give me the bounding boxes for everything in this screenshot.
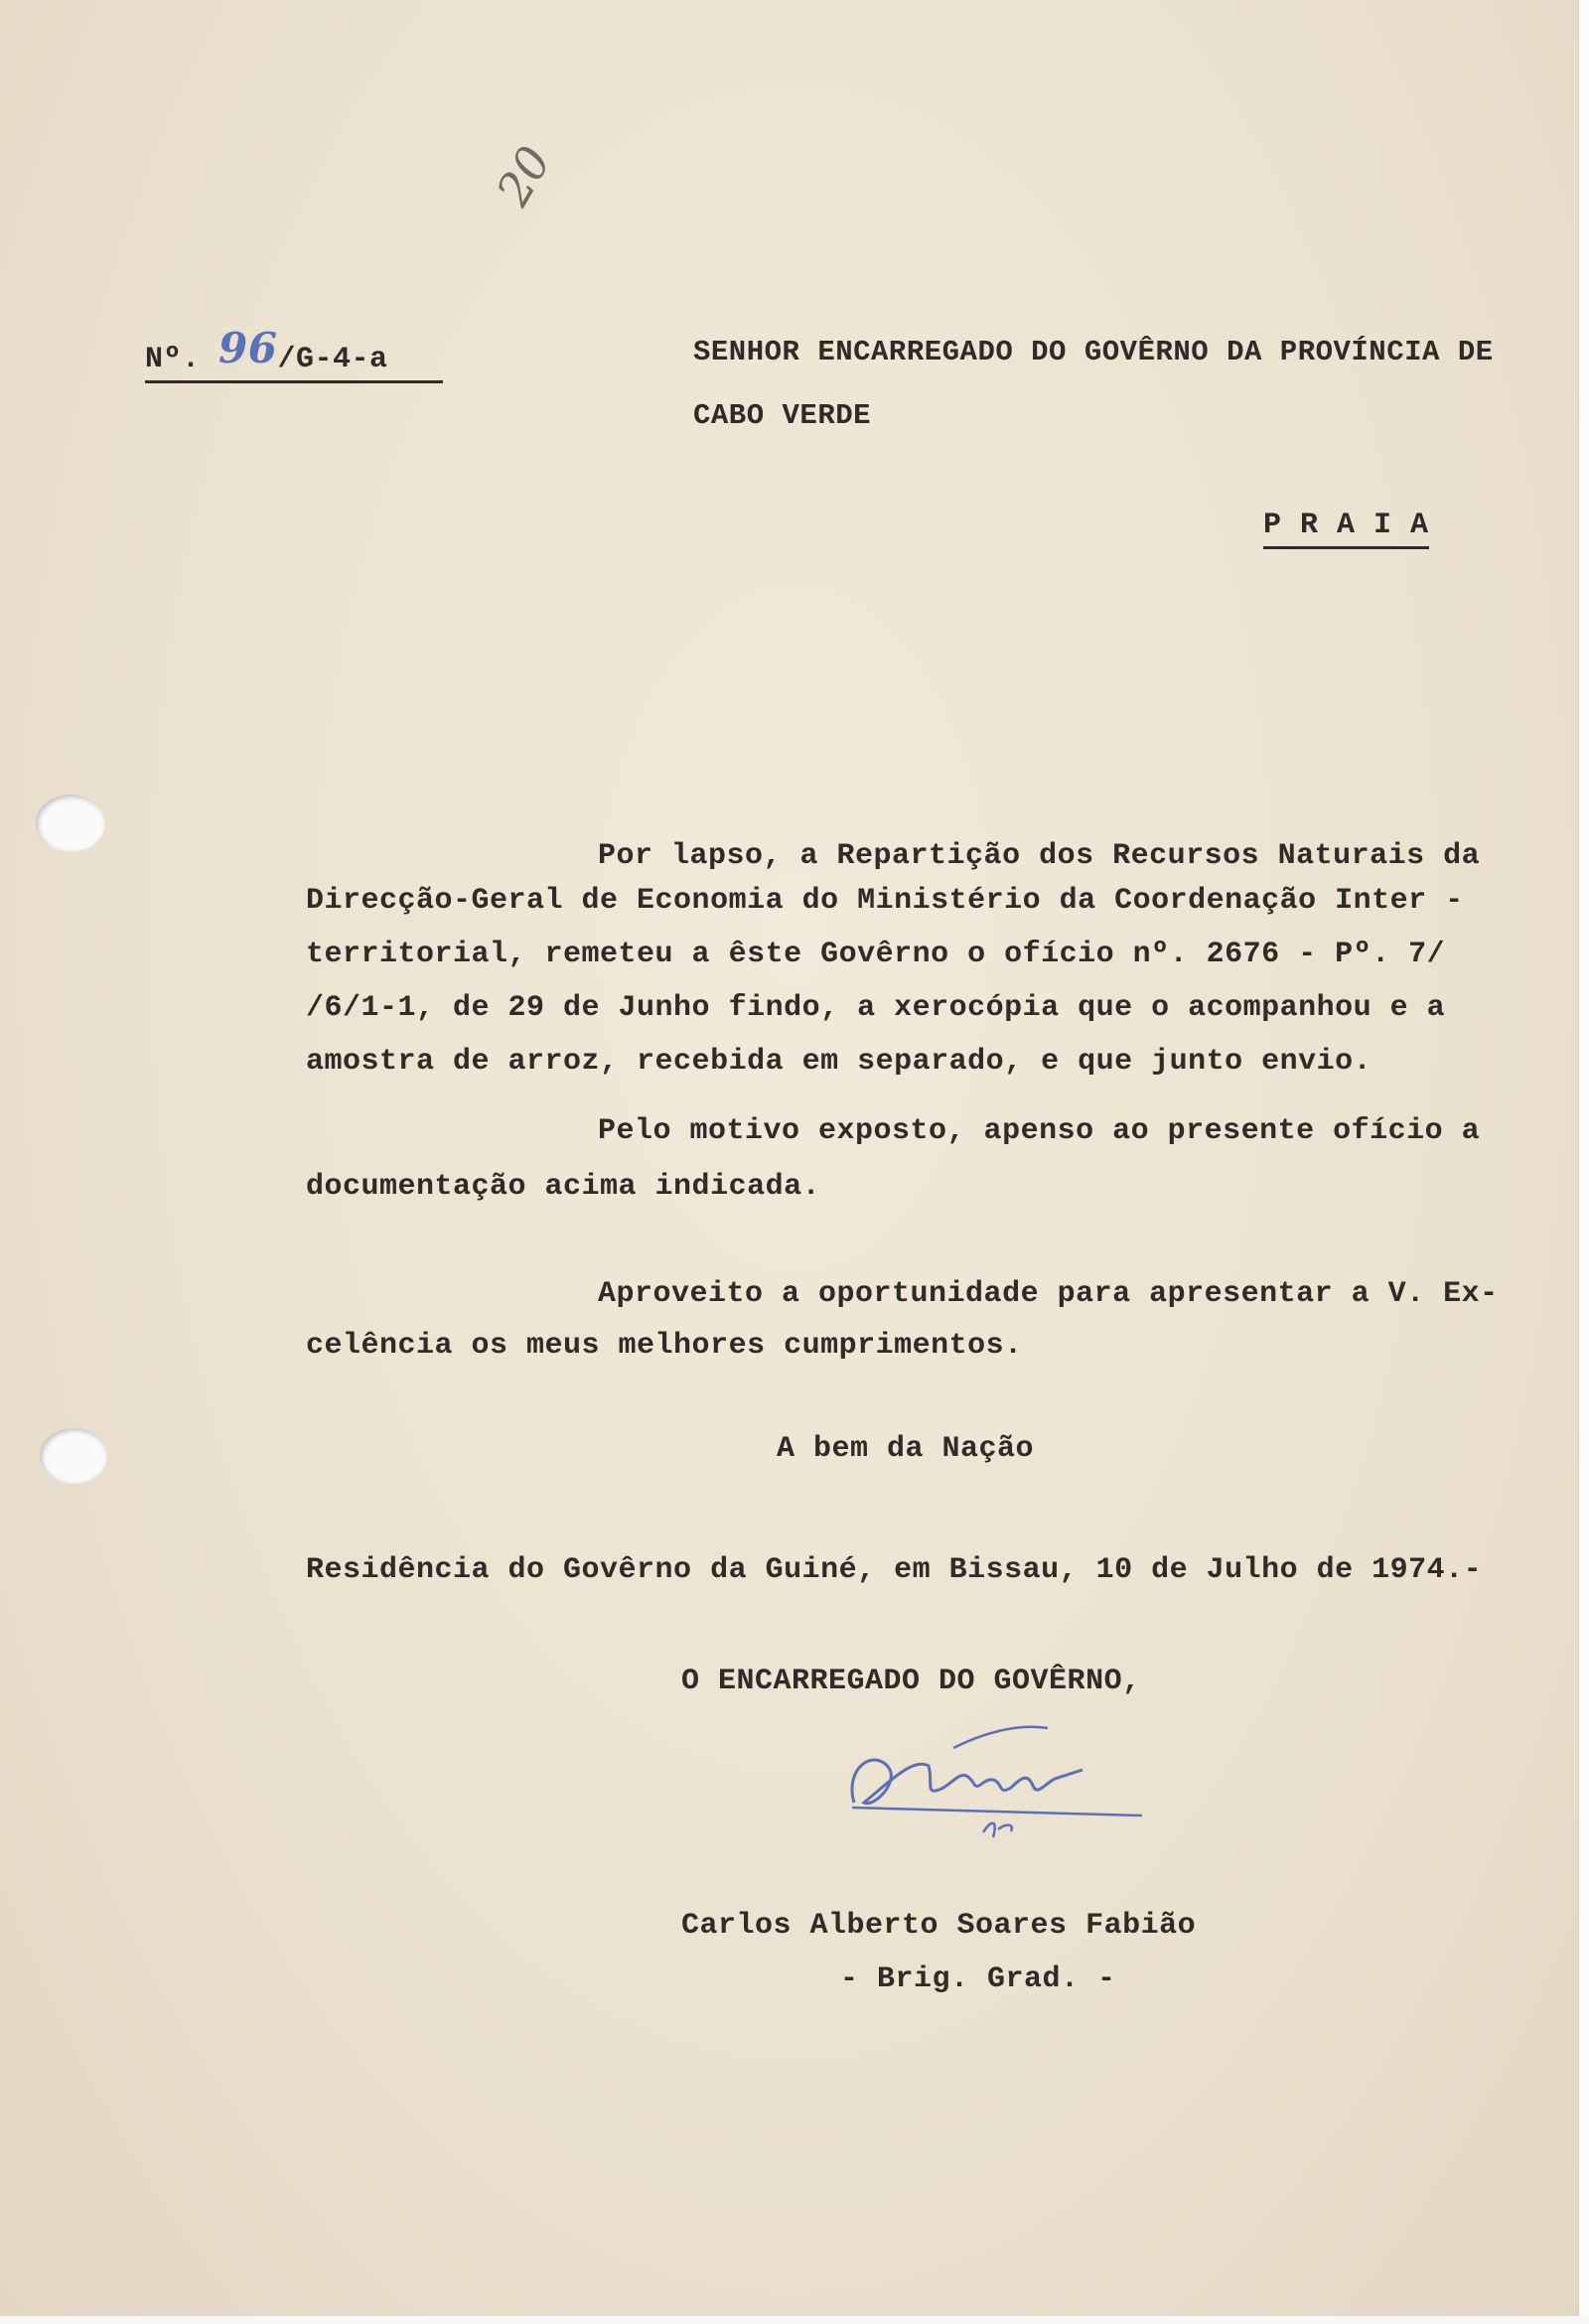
body-p1-line-5: amostra de arroz, recebida em separado, e que junto envio. bbox=[306, 1045, 1372, 1079]
punch-hole-bottom bbox=[40, 1428, 107, 1484]
punch-hole-top bbox=[36, 795, 105, 852]
ref-handwritten-number: 96 bbox=[218, 324, 278, 372]
folio-mark: 20 bbox=[486, 137, 562, 215]
ref-suffix: /G-4-a bbox=[277, 343, 388, 376]
page-edge-bottom bbox=[0, 2316, 1589, 2324]
addressee-line-2: CABO VERDE bbox=[693, 399, 872, 432]
place-date-line: Residência do Govêrno da Guiné, em Bissau, 10 de Julho de 1974.- bbox=[306, 1553, 1483, 1587]
ref-prefix: Nº. bbox=[145, 343, 201, 376]
signer-name: Carlos Alberto Soares Fabião bbox=[681, 1909, 1197, 1943]
body-p1-line-2: Direcção-Geral de Economia do Ministério da Coordenação Inter - bbox=[306, 884, 1464, 918]
body-p2-line-2: documentação acima indicada. bbox=[306, 1170, 821, 1204]
reference-number bbox=[145, 324, 443, 383]
body-p3-line-1: Aproveito a oportunidade para apresentar a V. Ex- bbox=[598, 1277, 1499, 1311]
signer-title: O ENCARREGADO DO GOVÊRNO, bbox=[681, 1665, 1141, 1698]
closing-line: A bem da Nação bbox=[777, 1432, 1035, 1466]
body-p1-line-1: Por lapso, a Repartição dos Recursos Naturais da bbox=[598, 839, 1481, 873]
body-p3-line-2: celência os meus melhores cumprimentos. bbox=[306, 1329, 1023, 1363]
signer-rank: - Brig. Grad. - bbox=[840, 1962, 1116, 1996]
addressee-line-1: SENHOR ENCARREGADO DO GOVÊRNO DA PROVÍNCIA DE bbox=[693, 336, 1494, 368]
body-p1-line-4: /6/1-1, de 29 de Junho findo, a xerocópia que o acompanhou e a bbox=[306, 991, 1446, 1025]
body-p1-line-3: territorial, remeteu a êste Govêrno o ofício nº. 2676 - Pº. 7/ bbox=[306, 938, 1446, 971]
page-edge-right bbox=[1578, 0, 1589, 2324]
addressee-city: P R A I A bbox=[1263, 508, 1429, 549]
body-p2-line-1: Pelo motivo exposto, apenso ao presente ofício a bbox=[598, 1114, 1481, 1148]
signature bbox=[834, 1708, 1152, 1847]
